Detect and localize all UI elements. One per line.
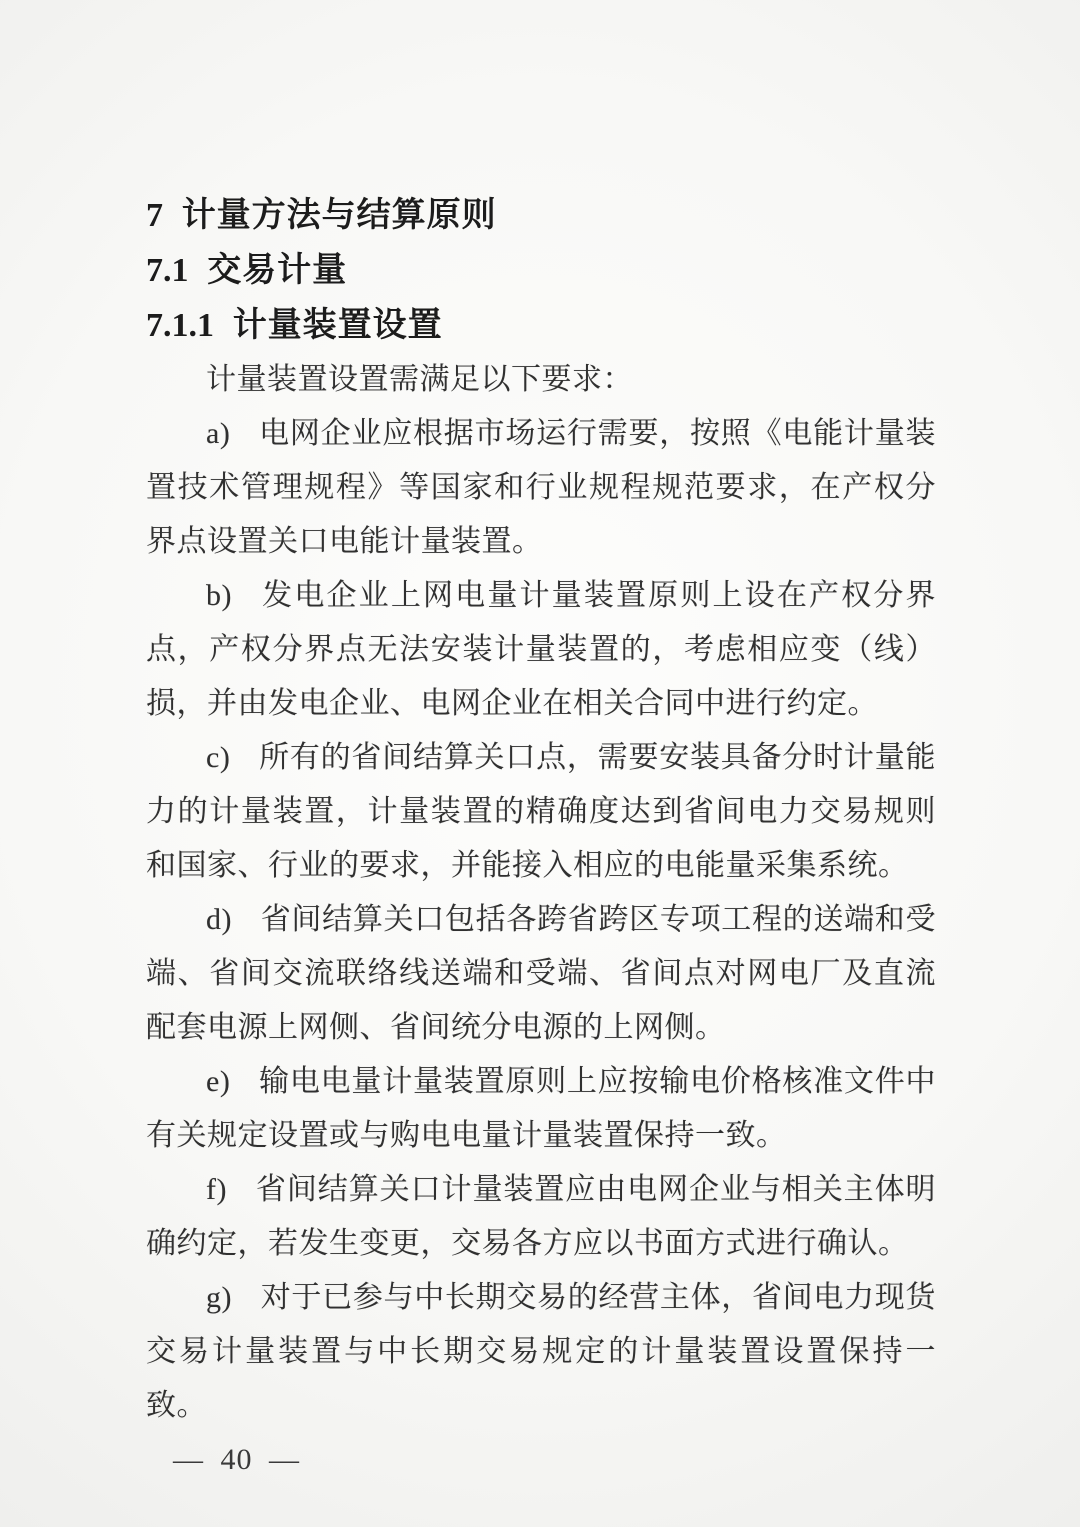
item-text-c: 所有的省间结算关口点，需要安装具备分时计量能力的计量装置，计量装置的精确度达到省间电力交易规则和国家、行业的要求，并能接入相应的电能量采集系统。 xyxy=(146,741,936,882)
section-number: 7 xyxy=(146,197,163,234)
section-title: 计量方法与结算原则 xyxy=(181,196,497,234)
subsubsection-number: 7.1.1 xyxy=(146,307,214,344)
list-item-d xyxy=(146,893,936,1055)
list-item-g xyxy=(146,1271,936,1433)
document-content xyxy=(146,188,936,1487)
item-text-g: 对于已参与中长期交易的经营主体，省间电力现货交易计量装置与中长期交易规定的计量装置设置保持一致。 xyxy=(146,1281,936,1422)
item-label-a: a) xyxy=(206,417,231,450)
page-number: — 40 — xyxy=(173,1443,300,1476)
subsubsection-title: 计量装置设置 xyxy=(232,306,443,344)
list-item-a xyxy=(146,407,936,569)
list-item-f xyxy=(146,1163,936,1271)
subsection-number: 7.1 xyxy=(146,252,189,289)
subsection-title: 交易计量 xyxy=(207,251,348,289)
item-text-a: 电网企业应根据市场运行需要，按照《电能计量装置技术管理规程》等国家和行业规程规范要求，在产权分界点设置关口电能计量装置。 xyxy=(146,417,936,558)
item-text-f: 省间结算关口计量装置应由电网企业与相关主体明确约定，若发生变更，交易各方应以书面方式进行确认。 xyxy=(146,1173,936,1260)
item-label-b: b) xyxy=(206,579,232,612)
list-item-b xyxy=(146,569,936,731)
item-label-d: d) xyxy=(206,903,232,936)
item-label-f: f) xyxy=(206,1173,227,1206)
item-text-b: 发电企业上网电量计量装置原则上设在产权分界点，产权分界点无法安装计量装置的，考虑相应变（线）损，并由发电企业、电网企业在相关合同中进行约定。 xyxy=(146,579,936,720)
item-text-d: 省间结算关口包括各跨省跨区专项工程的送端和受端、省间交流联络线送端和受端、省间点对网电厂及直流配套电源上网侧、省间统分电源的上网侧。 xyxy=(146,903,936,1044)
subsection-heading xyxy=(146,243,936,298)
section-heading xyxy=(146,188,936,243)
item-label-e: e) xyxy=(206,1065,231,1098)
list-item-c xyxy=(146,731,936,893)
subsubsection-heading xyxy=(146,298,936,353)
item-text-e: 输电电量计量装置原则上应按输电价格核准文件中有关规定设置或与购电电量计量装置保持一致。 xyxy=(146,1065,936,1152)
item-label-c: c) xyxy=(206,741,231,774)
item-label-g: g) xyxy=(206,1281,232,1314)
list-item-e xyxy=(146,1055,936,1163)
intro-paragraph: 计量装置设置需满足以下要求： xyxy=(206,363,633,396)
